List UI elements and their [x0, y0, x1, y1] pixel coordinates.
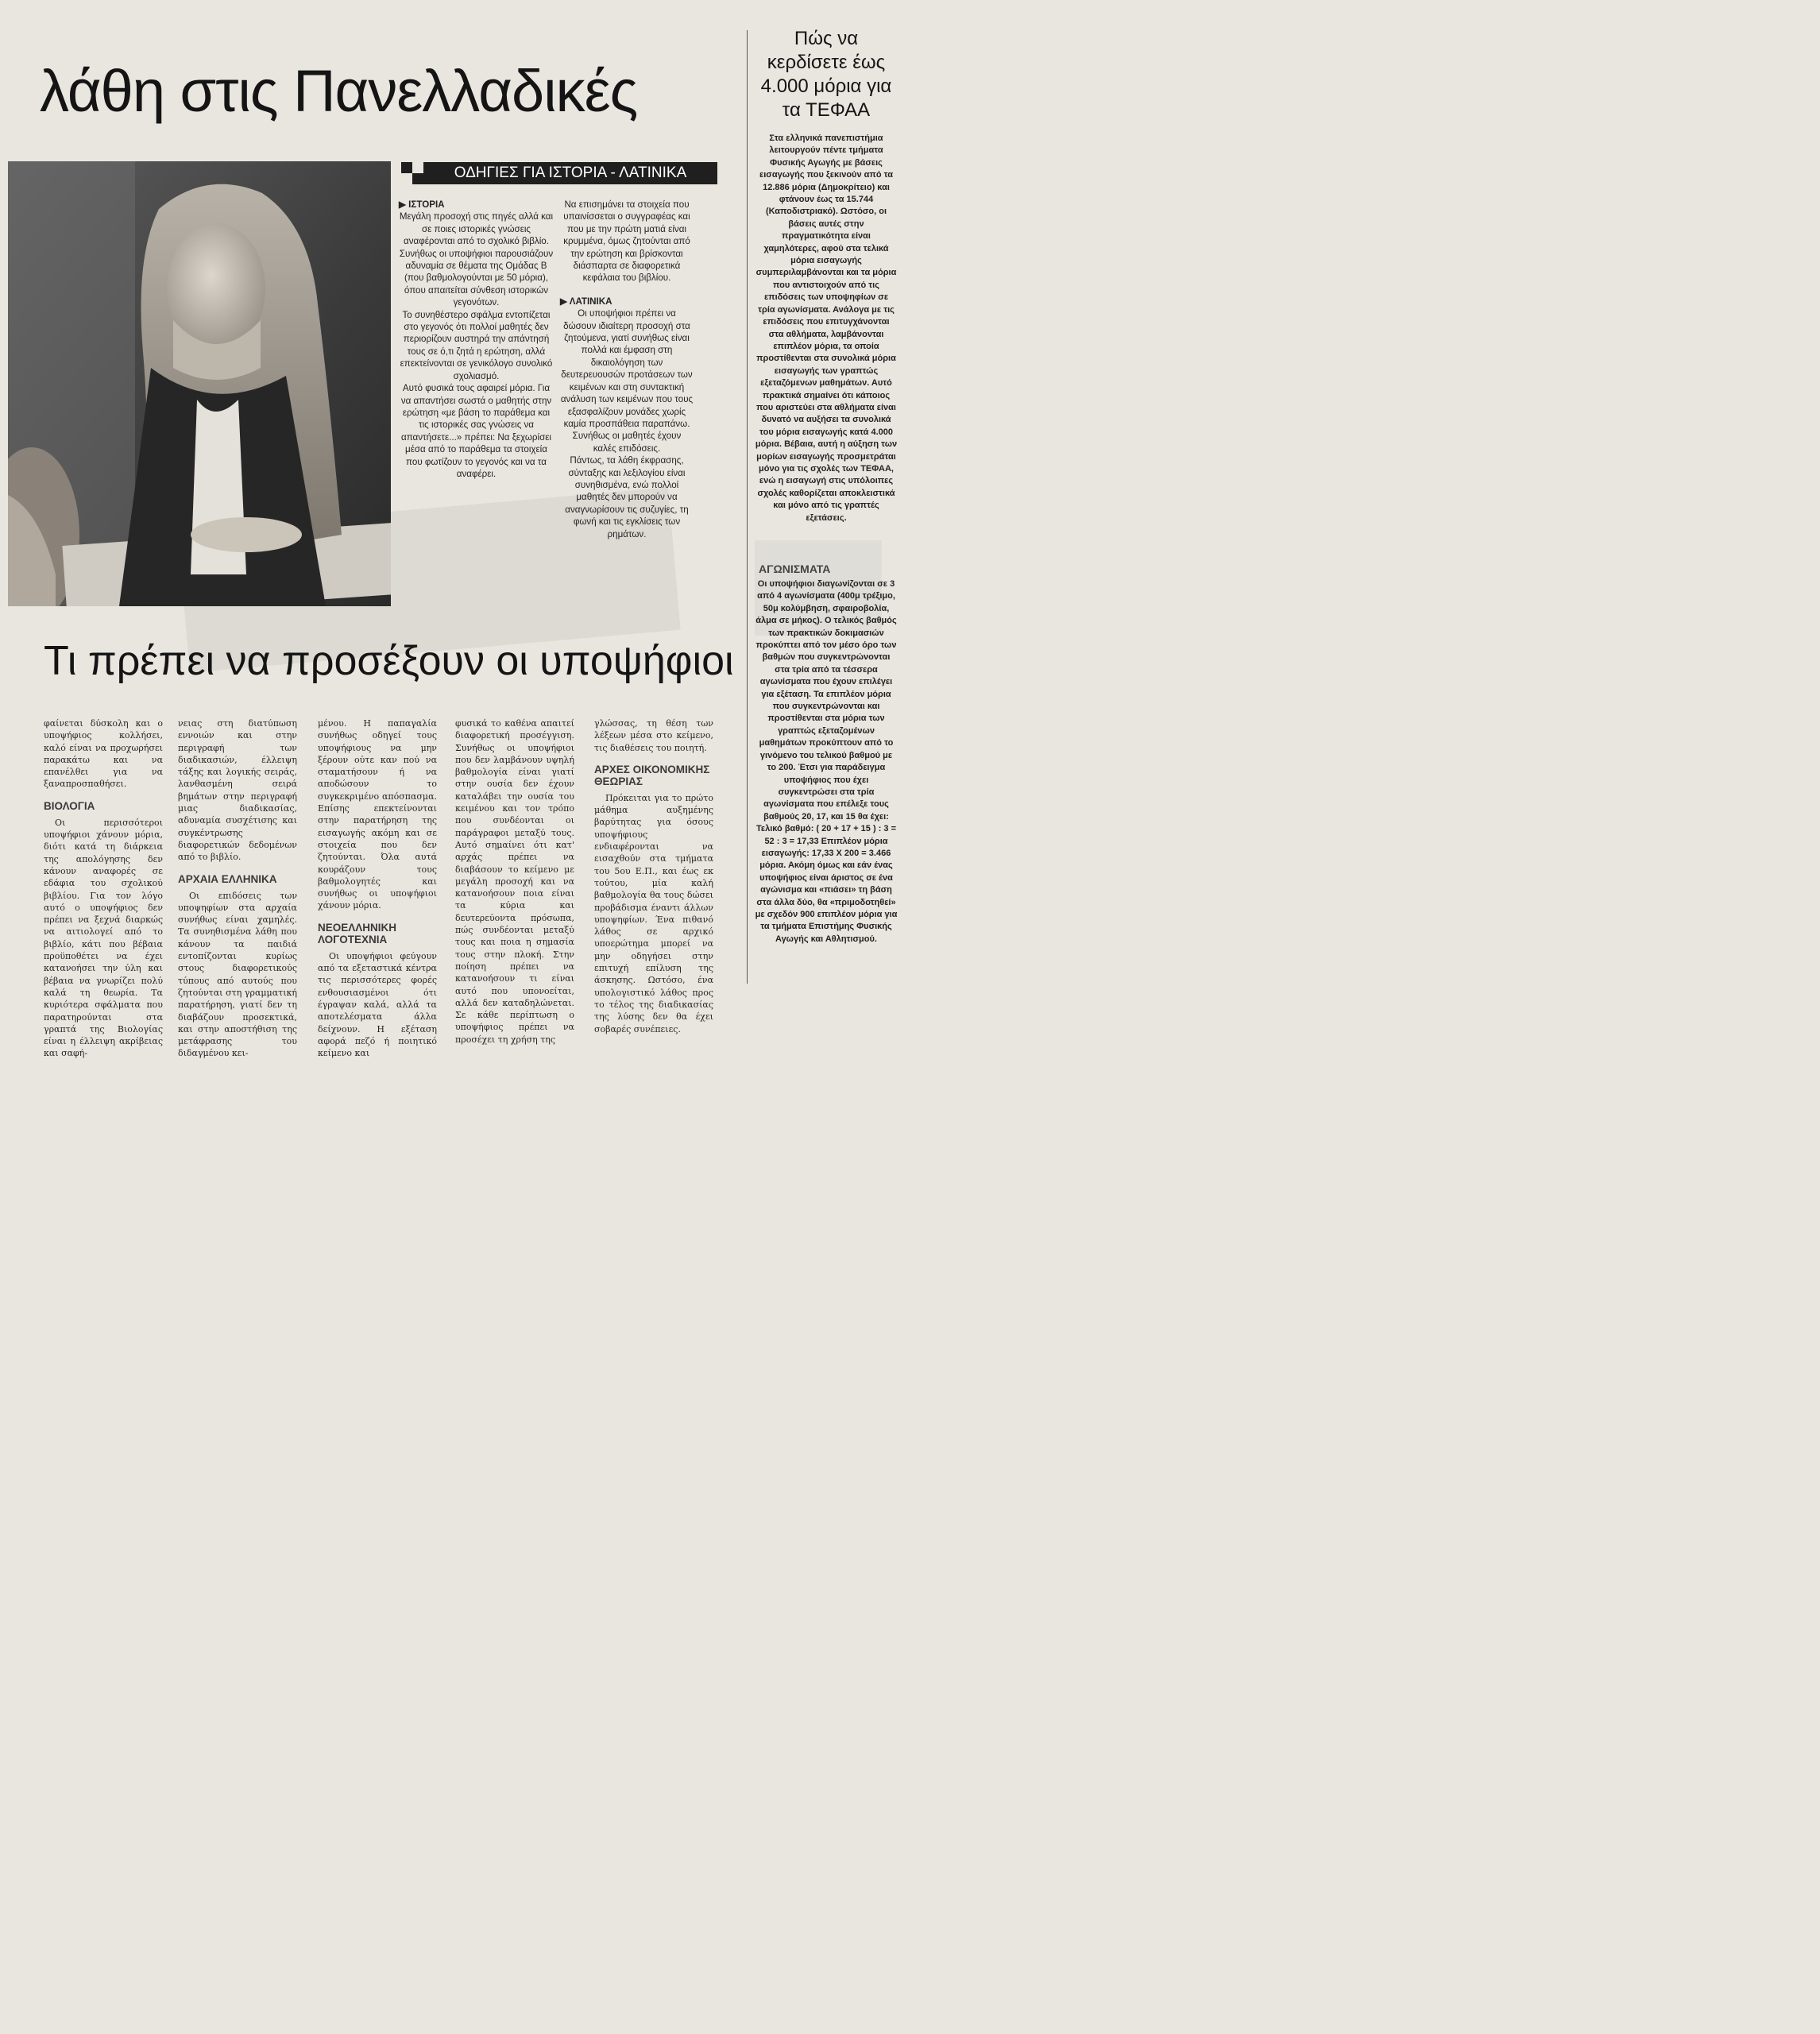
history-paragraph: Μεγάλη προσοχή στις πηγές αλλά και σε ποιες ιστορικές γνώσεις αναφέρονται από το σχολικό βιβλίο. — [399, 211, 554, 247]
sidebar-events — [755, 578, 898, 945]
triangle-bullet-icon: ▶ — [399, 199, 406, 210]
instructions-col-2 — [560, 199, 694, 540]
panel-decoration — [401, 162, 412, 173]
ancient-greek-head: ΑΡΧΑΙΑ ΕΛΛΗΝΙΚΑ — [178, 872, 277, 885]
instructions-latin-head — [560, 296, 694, 307]
sidebar-paragraph: Στα ελληνικά πανεπιστήμια λειτουργούν πέντε τμήματα Φυσικής Αγωγής με βάσεις εισαγωγής που ξεκινούν από τα 12.886 μόρια (Δημοκρίτειο) και φτάνουν έως τα 15.744 (Καποδιστριακό). Ωστόσο, οι βάσεις αυτές στην πραγματικότητα είναι χαμηλότερες, αφού στα τελικά μόρια εισαγωγής συμπεριλαμβάνονται και τα μόρια που αντιστοιχούν από τις επιδόσεις των υποψηφίων σε τρία αγωνίσματα. Ανάλογα με τις επιδόσεις που επιτυγχάνονται στα αθλήματα, λαμβάνονται επιπλέον μόρια, τα οποία προστίθενται στα συνολικά μόρια εισαγωγής των γραπτώς εξεταζόμενων μαθημάτων. Αυτό πρακτικά σημαίνει ότι κάποιος που αριστεύει στα αθλήματα είναι δυνατό να αυξήσει τα συνολικά του μόρια εισαγωγής κατά 4.000 μόρια. Βέβαια, αυτή η αύξηση των μορίων εισαγωγής προσμετράται μόνο για τις σχολές των ΤΕΦΑΑ, ενώ η εισαγωγή στις υπόλοιπες σχολές καθορίζεται αποκλειστικά και μόνο από τις γραπτές εξετάσεις. — [755, 133, 898, 523]
triangle-bullet-icon: ▶ — [560, 296, 567, 307]
body-col-2 — [178, 717, 297, 1060]
body-paragraph: μένου. Η παπαγαλία συνήθως οδηγεί τους υποψήφιους να μην ξέρουν ούτε καν πού να σταματήσουν ή να αποδώσουν το συγκεκριμένο απόσπασμα. Επίσης επεκτείνονται στην παρατήρηση της εισαγωγής ακόμη και σε στοιχεία που δεν ζητούνται. Όλα αυτά κουράζουν τους βαθμολογητές και συνήθως οι υποψήφιοι χάνουν μόρια. — [318, 718, 437, 911]
history-paragraph: Το συνηθέστερο σφάλμα εντοπίζεται στο γεγονός ότι πολλοί μαθητές δεν περιορίζουν αυστηρά την απάντησή τους σε ό,τι ζητά η ερώτηση, αλλά επεκτείνονται σε γενικόλογο συνολικό σχολιασμό. — [400, 309, 553, 381]
body-paragraph: Πρόκειται για το πρώτο μάθημα αυξημένης βαρύτητας για όσους υποψήφιους ενδιαφέρονται να εισαχθούν στα τμήματα του 5ου Ε.Π., και έως εκ τούτου, μία καλή βαθμολογία θα τους δώσει προβάδισμα έναντι άλλων υποψηφίων. Ένα πιθανό λάθος σε αρχικό υποερώτημα μπορεί να μην οδηγήσει στην επιτυχή επίλυση της άσκησης. Ωστόσο, ένα υπολογιστικό λάθος προς το τέλος της διαδικασίας της λύσης δεν θα έχει σοβαρές συνέπειες. — [594, 792, 713, 1034]
body-paragraph: Οι περισσότεροι υποψήφιοι χάνουν μόρια, διότι κατά τη διάρκεια της απολόγησης δεν κάνουν αναφορές σε εδάφια του σχολικού βιβλίου. Για τον λόγο αυτό ο υποψήφιος δεν πρέπει να ξεχνά διαρκώς να αιτιολογεί από το βιβλίο, κάτι που βέβαια προϋποθέτει να έχει κατανοήσει την ύλη και βέβαια να γνωρίζει πολύ καλά τη θεωρία. Τα κυριότερα σφάλματα που παρατηρούνται στα γραπτά της Βιολογίας είναι η έλλειψη ακρίβειας και σαφή- — [44, 817, 163, 1059]
sidebar-rule — [747, 30, 748, 984]
body-col-5 — [594, 717, 713, 1035]
body-col-1 — [44, 717, 163, 1060]
sidebar-title: Πώς να κερδίσετε έως 4.000 μόρια για τα ΤΕΦΑΑ — [760, 28, 892, 121]
sidebar-intro — [755, 133, 898, 524]
latin-paragraph: Πάντως, τα λάθη έκφρασης, σύνταξης και λεξιλογίου είναι συνηθισμένα, ενώ πολλοί μαθητές δεν μπορούν να αναγνωρίσουν τις συζυγίες, τη φωνή και τις εγκλίσεις των ρημάτων. — [565, 455, 689, 539]
instructions-col-1 — [399, 199, 554, 480]
body-paragraph: Οι επιδόσεις των υποψηφίων στα αρχαία συνήθως είναι χαμηλές. Τα συνηθισμένα λάθη που κάνουν τα παιδιά εντοπίζονται κυρίως στους διαφορετικούς τύπους από αυτούς που ζητούνται στη γραμματική παρατήρηση, γιατί δεν τη διαβάζουν προσεκτικά, και στην αποστήθιση της μετάφρασης του διδαγμένου κει- — [178, 890, 297, 1059]
body-paragraph: φυσικά το καθένα απαιτεί διαφορετική προσέγγιση. Συνήθως οι υποψήφιοι που δεν λαμβάνουν υψηλή βαθμολογία είναι γιατί στην ουσία δεν έχουν καταλάβει την ουσία του κειμένου και τον τρόπο που συνδέονται οι παράγραφοι μεταξύ τους. Αυτό σημαίνει ότι κατ' αρχάς πρέπει να διαβάσουν το κείμενο με μεγάλη προσοχή και να κατανοήσουν ποια είναι τα κύρια και δευτερεύοντα πρόσωπα, πώς συνδέονται μεταξύ τους και ποια η σημασία τους στην πλοκή. Στην ποίηση πρέπει να κατανοήσουν τι είναι αυτό που υπονοείται, αλλά δεν καταδηλώνεται. Σε κάθε περίπτωση ο υποψήφιος πρέπει να προσέχει τη χρήση της — [455, 718, 574, 1045]
body-paragraph: γλώσσας, τη θέση των λέξεων μέσα στο κείμενο, τις διαθέσεις του ποιητή. — [594, 718, 713, 753]
panel-decoration — [412, 173, 423, 184]
body-paragraph: φαίνεται δύσκολη και ο υποψήφιος κολλήσει, καλό είναι να προχωρήσει παρακάτω και να επανέλθει για να ξαναπροσπαθήσει. — [44, 718, 163, 790]
body-paragraph: Οι υποψήφιοι φεύγουν από τα εξεταστικά κέντρα τις περισσότερες φορές ενθουσιασμένοι ότι έγραψαν καλά, αλλά τα αποτελέσματα άλλα δείχνουν. Η εξέταση αφορά πεζό ή ποιητικό κείμενο και — [318, 950, 437, 1059]
instructions-history-head — [399, 199, 554, 211]
headline-mid: Τι πρέπει να προσέξουν οι υποψήφιοι — [44, 638, 734, 684]
instructions-title: ΟΔΗΓΙΕΣ ΓΙΑ ΙΣΤΟΡΙΑ - ΛΑΤΙΝΙΚΑ — [423, 162, 717, 184]
history-head-label: ΙΣΤΟΡΙΑ — [408, 199, 445, 210]
body-col-4 — [455, 717, 574, 1046]
body-col-3 — [318, 717, 437, 1059]
history-paragraph: Συνήθως οι υποψήφιοι παρουσιάζουν αδυναμία σε θέματα της Ομάδας Β (που βαθμολογούνται με 50 μόρια), όπου απαιτείται σύνθεση ιστορικών γεγονότων. — [399, 248, 554, 308]
latin-head-label: ΛΑΤΙΝΙΚΑ — [569, 296, 612, 307]
biology-head: ΒΙΟΛΟΓΙΑ — [44, 799, 95, 812]
headline-top: λάθη στις Πανελλαδικές — [40, 58, 638, 124]
economics-head: ΑΡΧΕΣ ΟΙΚΟΝΟΜΙΚΗΣ ΘΕΩΡΙΑΣ — [594, 763, 710, 787]
body-paragraph: νειας στη διατύπωση εννοιών και στην περιγραφή των διαδικασιών, έλλειψη τάξης και λογικής σειράς, λανθασμένη σειρά βημάτων στην περιγραφή μιας διαδικασίας, αδυναμία συσχέτισης και συγκέντρωσης διαφορετικών δεδομένων από το βιβλίο. — [178, 718, 297, 863]
student-photo — [8, 161, 391, 606]
modern-literature-head: ΝΕΟΕΛΛΗΝΙΚΗ ΛΟΓΟΤΕΧΝΙΑ — [318, 921, 397, 945]
newspaper-page — [0, 0, 910, 1059]
history-paragraph: Αυτό φυσικά τους αφαιρεί μόρια. Για να απαντήσει σωστά ο μαθητής στην ερώτηση «με βάση το παράθεμα και τις ιστορικές σας γνώσεις να απαντήσετε...» πρέπει: Να ξεχωρίσει μέσα από το παράθεμα τα στοιχεία που φωτίζουν το γεγονός και να τα αναφέρει. — [400, 383, 552, 479]
latin-paragraph: Οι υποψήφιοι πρέπει να δώσουν ιδιαίτερη προσοχή στα ζητούμενα, γιατί συνήθως είναι πολλά και έμφαση στη δικαιολόγηση των δευτερευουσών προτάσεων των κειμένων και στη συντακτική ανάλυση των κειμένων που τους εξασφαλίζουν μονάδες χωρίς καμία προσπάθεια παραπάνω. Συνήθως οι μαθητές έχουν καλές επιδόσεις. — [560, 308, 694, 454]
sidebar-paragraph: Οι υποψήφιοι διαγωνίζονται σε 3 από 4 αγωνίσματα (400μ τρέξιμο, 50μ κολύμβηση, σφαιροβολία, άλμα σε μήκος). Ο τελικός βαθμός των πρακτικών δοκιμασιών προκύπτει από τον μέσο όρο των βαθμών που συγκεντρώνονται στα τρία από τα τέσσερα αγωνίσματα που έχουν επιλέγει για εξέταση. Τα επιπλέον μόρια που συγκεντρώνονται και προστίθενται στα μόρια των γραπτώς εξεταζομένων μαθημάτων προκύπτουν από το γινόμενο του τελικού βαθμού με το 200. Έτσι για παράδειγμα υποψήφιος που έχει συγκεντρώσει στα τρία αγωνίσματα που επέλεξε τους βαθμούς 20, 17, και 15 θα έχει: Τελικό βαθμό: ( 20 + 17 + 15 ) : 3 = 52 : 3 = 17,33 Επιπλέον μόρια εισαγωγής: 17,33 Χ 200 = 3.466 μόρια. Ακόμη όμως και εάν ένας υποψήφιος είναι άριστος σε ένα αγώνισμα και «πιάσει» τη βάση στα άλλα δύο, θα «πριμοδοτηθεί» με σχεδόν 900 επιπλέον μόρια για τα τμήματα Επιστήμης Φυσικής Αγωγής και Αθλητισμού. — [755, 579, 898, 944]
sidebar-subhead: ΑΓΩΝΙΣΜΑΤΑ — [759, 563, 831, 575]
history-paragraph: Να επισημάνει τα στοιχεία που υπαινίσσεται ο συγγραφέας και που με την πρώτη ματιά είναι κρυμμένα, όμως ζητούνται από την ερώτηση και βρίσκονται διάσπαρτα σε διαφορετικά κεφάλαια του βιβλίου. — [563, 199, 690, 284]
